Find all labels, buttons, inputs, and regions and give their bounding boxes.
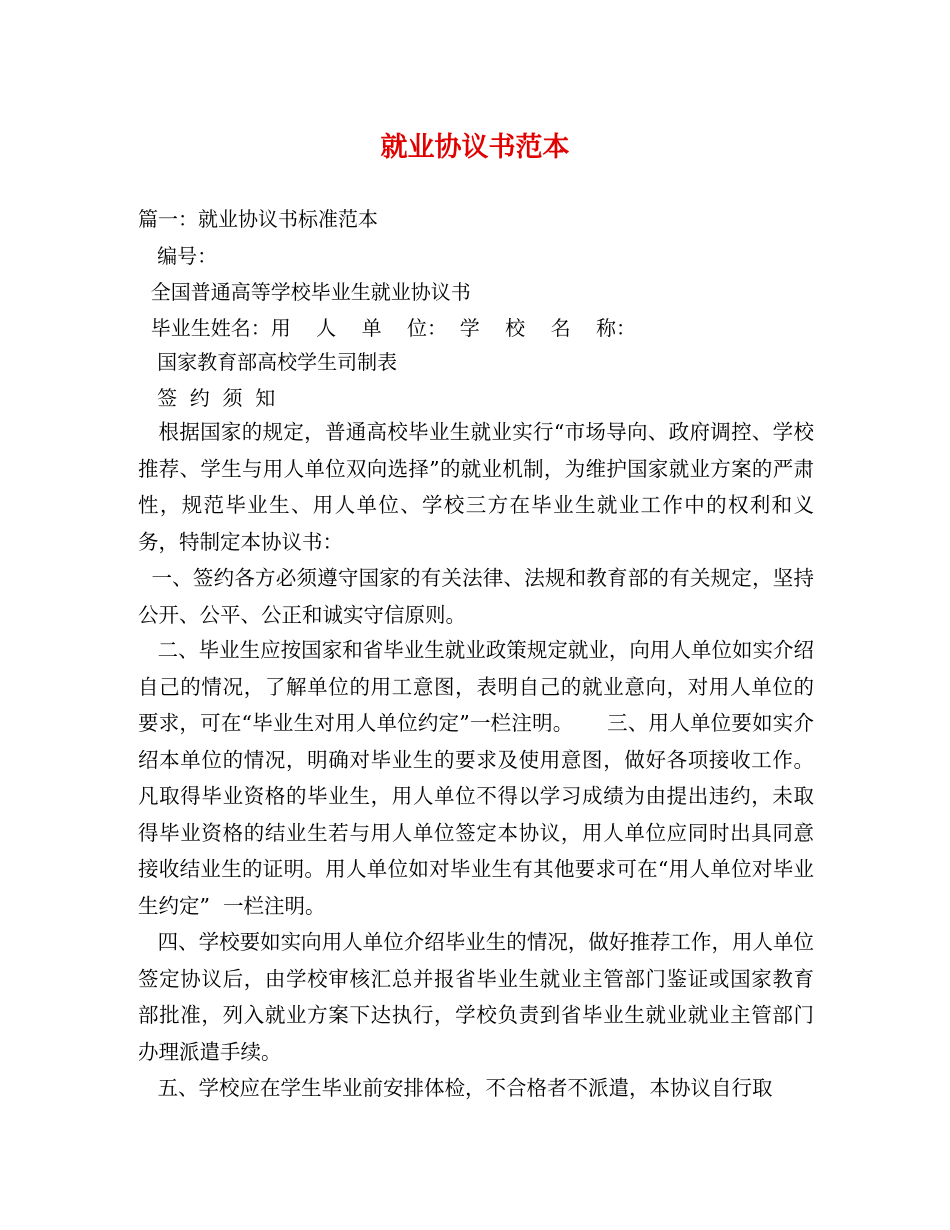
document-title: 就业协议书范本 [380,132,570,163]
serial-number-label: 编号： [138,244,218,268]
signing-notice-heading: 签 约 须 知 [138,386,276,410]
clause-5-paragraph: 五、学校应在学生毕业前安排体检，不合格者不派遣，本协议自行取 [138,1076,773,1100]
clause-4-paragraph: 四、学校要如实向用人单位介绍毕业生的情况，做好推荐工作，用人单位签定协议后，由学校审核汇总并报省毕业生就业主管部门鉴证或国家教育部批准，列入就业方案下达执行，学校负责到省毕业生就业就业主管部门办理派遣手续。 [138,930,814,1064]
clause-2-3-paragraph: 二、毕业生应按国家和省毕业生就业政策规定就业，向用人单位如实介绍自己的情况，了解单位的用工意图，表明自己的就业意向，对用人单位的要求，可在“毕业生对用人单位约定”一栏注明。 三、用人单位要如实介绍本单位的情况，明确对毕业生的要求及使用意图，做好各项接收工作。凡取得毕业资格的毕业生，用人单位不得以学习成绩为由提出违约，未取得毕业资格的结业生若与用人单位签定本协议，用人单位应同时出具同意接收结业生的证明。用人单位如对毕业生有其他要求可在“用人单位对毕业生约定” 一栏注明。 [138,638,814,918]
party-fields-line: 毕业生姓名：用 人 单 位： 学 校 名 称： [138,316,637,340]
intro-paragraph: 根据国家的规定，普通高校毕业生就业实行“市场导向、政府调控、学校推荐、学生与用人单位双向选择”的就业机制，为维护国家就业方案的严肃性，规范毕业生、用人单位、学校三方在毕业生就业工作中的权利和义务，特制定本协议书： [138,420,814,554]
issuer-line: 国家教育部高校学生司制表 [138,350,398,374]
chapter-heading: 篇一：就业协议书标准范本 [138,207,378,231]
agreement-title: 全国普通高等学校毕业生就业协议书 [138,280,471,304]
clause-1-paragraph: 一、签约各方必须遵守国家的有关法律、法规和教育部的有关规定，坚持公开、公平、公正和诚实守信原则。 [138,566,814,627]
